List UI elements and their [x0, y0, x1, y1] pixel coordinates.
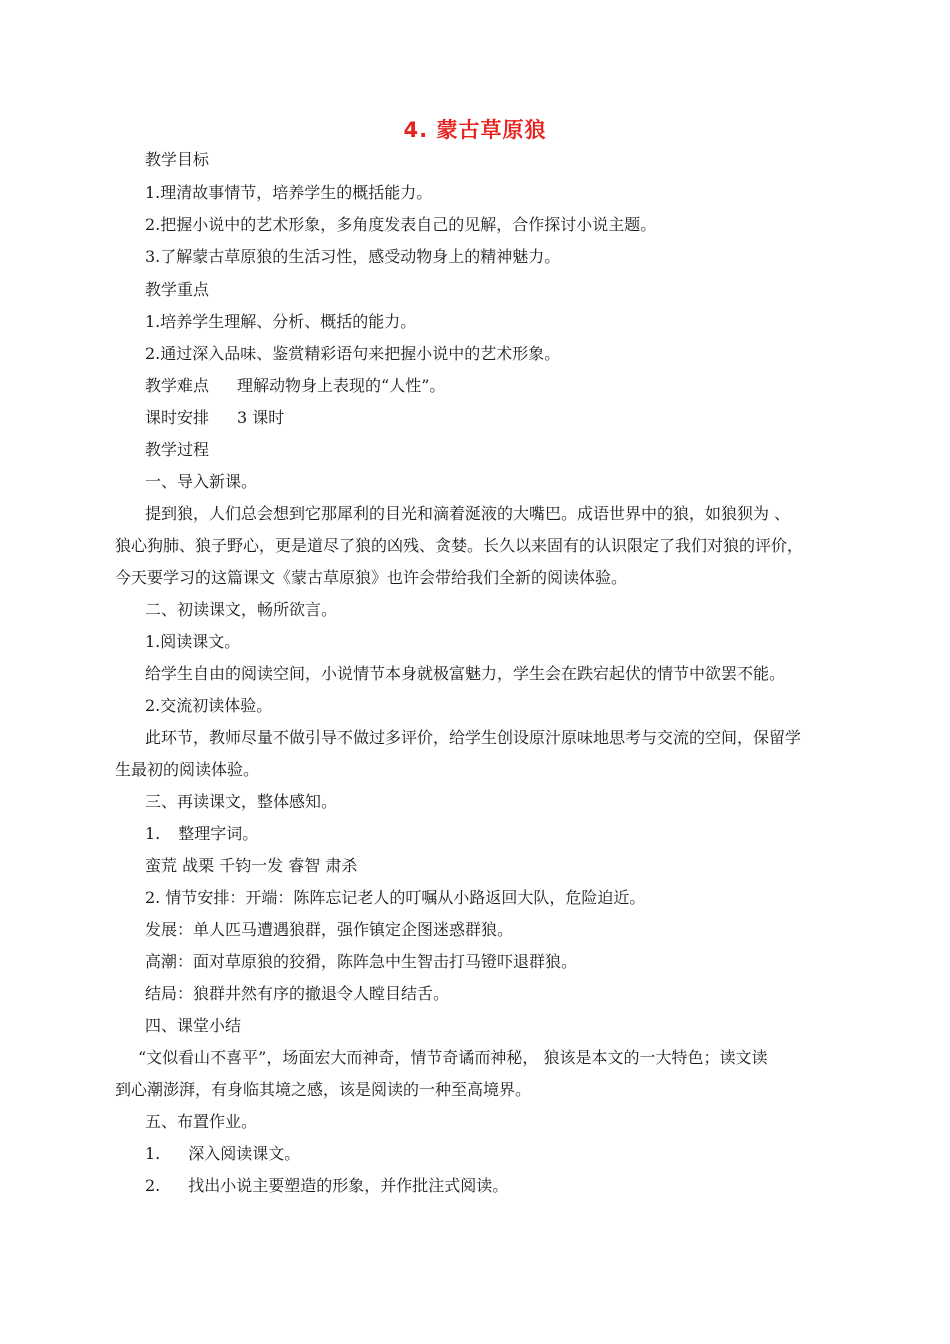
schedule-label: 课时安排 — [145, 408, 210, 427]
step-1: 1.阅读课文。 — [145, 632, 241, 651]
paragraph-line: 狼心狗肺、狼子野心，更是道尽了狼的凶残、贪婪。长久以来固有的认识限定了我们对狼的评价， — [115, 536, 804, 555]
list-number: 1. — [145, 1144, 161, 1163]
heading-teaching-goals: 教学目标 — [145, 150, 210, 169]
list-text: 找出小说主要塑造的形象，并作批注式阅读。 — [188, 1176, 509, 1195]
difficulty-line — [145, 376, 445, 396]
section-1-title: 一、导入新课。 — [145, 472, 258, 491]
paragraph-line: 给学生自由的阅读空间，小说情节本身就极富魅力，学生会在跌宕起伏的情节中欲罢不能。 — [145, 664, 786, 683]
goal-2: 2.把握小说中的艺术形象，多角度发表自己的见解，合作探讨小说主题。 — [145, 215, 657, 234]
step-vocabulary — [145, 824, 258, 844]
schedule-line — [145, 408, 284, 428]
schedule-value: 3 课时 — [237, 408, 285, 427]
goal-1: 1.理清故事情节，培养学生的概括能力。 — [145, 183, 433, 202]
paragraph-line: “文似看山不喜平”，场面宏大而神奇，情节奇谲而神秘， 狼该是本文的一大特色；读文读 — [138, 1048, 768, 1067]
document-title: 4. 蒙古草原狼 — [403, 118, 547, 142]
key-point-1: 1.培养学生理解、分析、概括的能力。 — [145, 312, 417, 331]
plot-arrangement: 2. 情节安排：开端：陈阵忘记老人的叮嘱从小路返回大队，危险迫近。 — [145, 888, 646, 907]
plot-development: 发展：单人匹马遭遇狼群，强作镇定企图迷惑群狼。 — [145, 920, 514, 939]
list-number: 1. — [145, 824, 161, 843]
heading-process: 教学过程 — [145, 440, 210, 459]
section-5-title: 五、布置作业。 — [145, 1112, 258, 1131]
homework-2 — [145, 1176, 508, 1196]
plot-climax: 高潮：面对草原狼的狡猾，陈阵急中生智击打马镫吓退群狼。 — [145, 952, 578, 971]
step-2: 2.交流初读体验。 — [145, 696, 273, 715]
paragraph-line: 此环节，教师尽量不做引导不做过多评价，给学生创设原汁原味地思考与交流的空间，保留学 — [145, 728, 802, 747]
list-text: 深入阅读课文。 — [188, 1144, 301, 1163]
paragraph-line: 生最初的阅读体验。 — [115, 760, 260, 779]
heading-key-points: 教学重点 — [145, 280, 210, 299]
section-2-title: 二、初读课文，畅所欲言。 — [145, 600, 338, 619]
vocabulary-list: 蛮荒 战栗 千钧一发 睿智 肃杀 — [145, 856, 358, 875]
difficulty-label: 教学难点 — [145, 376, 210, 395]
plot-ending: 结局：狼群井然有序的撤退令人瞠目结舌。 — [145, 984, 450, 1003]
section-3-title: 三、再读课文，整体感知。 — [145, 792, 338, 811]
list-text: 整理字词。 — [178, 824, 259, 843]
difficulty-value: 理解动物身上表现的“人性”。 — [237, 376, 446, 395]
homework-1 — [145, 1144, 300, 1164]
list-number: 2. — [145, 1176, 161, 1195]
paragraph-line: 今天要学习的这篇课文《蒙古草原狼》也许会带给我们全新的阅读体验。 — [115, 568, 628, 587]
section-4-title: 四、课堂小结 — [145, 1016, 242, 1035]
key-point-2: 2.通过深入品味、鉴赏精彩语句来把握小说中的艺术形象。 — [145, 344, 561, 363]
goal-3: 3.了解蒙古草原狼的生活习性，感受动物身上的精神魅力。 — [145, 247, 561, 266]
paragraph-line: 到心潮澎湃，有身临其境之感，该是阅读的一种至高境界。 — [115, 1080, 532, 1099]
paragraph-line: 提到狼，人们总会想到它那犀利的目光和滴着涎液的大嘴巴。成语世界中的狼，如狼狈为 、 — [145, 504, 791, 523]
